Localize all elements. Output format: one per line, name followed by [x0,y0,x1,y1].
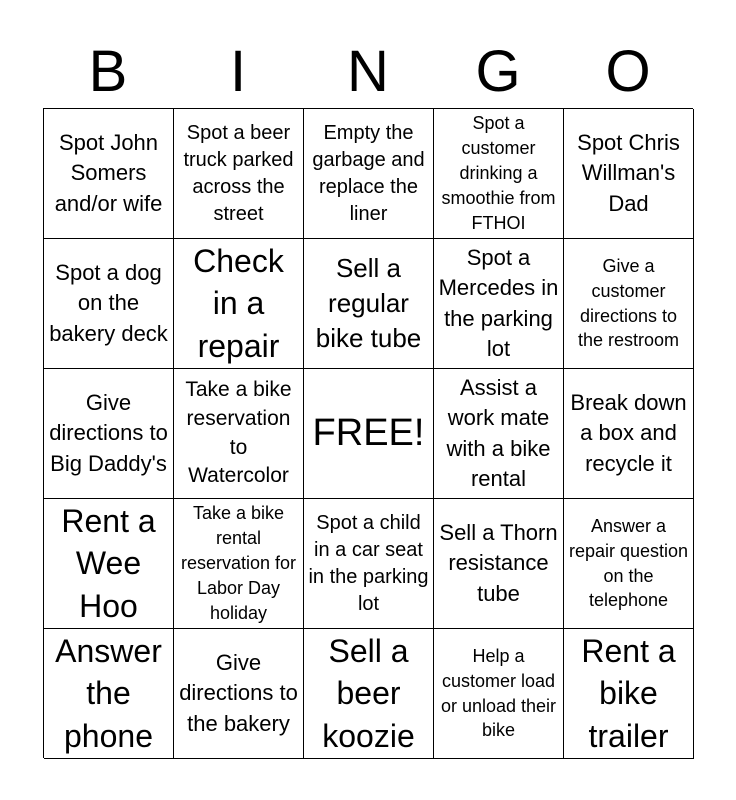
cell-text: Give a customer directions to the restroom [577,255,680,351]
bingo-cell-r2c5[interactable] [564,239,694,369]
header-letter-o: O [605,39,651,104]
bingo-cell-r2c4[interactable] [434,239,564,369]
cell-text: Help a customer load or unload their bike [440,645,557,741]
bingo-cell-r1c4[interactable] [434,109,564,239]
bingo-cell-r2c3[interactable] [304,239,434,369]
cell-text: Take a bike reservation to Watercolor [185,377,292,488]
bingo-cell-r4c5[interactable] [564,499,694,629]
cell-text: Rent a Wee Hoo [61,502,156,624]
header-letter-n: N [347,39,389,104]
bingo-cell-r5c5[interactable] [564,629,694,759]
bingo-cell-r2c2[interactable] [174,239,304,369]
cell-text: Give directions to Big Daddy's [49,389,168,476]
cell-text: Spot John Somers and/or wife [54,129,163,216]
bingo-cell-r3c4[interactable] [434,369,564,499]
bingo-cell-r5c2[interactable] [174,629,304,759]
header-letter-g: G [475,39,521,104]
cell-text: Spot a dog on the bakery deck [49,259,168,346]
cell-text: Sell a regular bike tube [315,252,422,354]
cell-text: Check in a repair [193,242,284,364]
cell-text: Answer the phone [55,632,162,754]
cell-text: Empty the garbage and replace the liner [312,121,425,225]
cell-text: Spot a Mercedes in the parking lot [438,244,559,361]
bingo-cell-r2c1[interactable] [44,239,174,369]
bingo-cell-r3c1[interactable] [44,369,174,499]
cell-text: Give directions to the bakery [179,649,298,736]
bingo-cell-r5c4[interactable] [434,629,564,759]
cell-text: Spot a child in a car seat in the parking lot [308,511,429,615]
cell-text: Assist a work mate with a bike rental [446,374,551,491]
bingo-cell-r5c1[interactable] [44,629,174,759]
bingo-header [43,36,693,108]
cell-text: Sell a beer koozie [322,632,415,754]
cell-text: Sell a Thorn resistance tube [439,519,558,606]
cell-text: Rent a bike trailer [581,632,676,754]
free-space-text: FREE! [312,411,425,454]
cell-text: Break down a box and recycle it [570,389,687,476]
bingo-grid [43,108,693,758]
bingo-cell-r1c1[interactable] [44,109,174,239]
bingo-cell-r1c5[interactable] [564,109,694,239]
bingo-cell-r1c3[interactable] [304,109,434,239]
bingo-cell-r4c3[interactable] [304,499,434,629]
bingo-cell-r3c5[interactable] [564,369,694,499]
bingo-cell-r4c4[interactable] [434,499,564,629]
cell-text: Spot Chris Willman's Dad [577,129,680,216]
bingo-cell-free[interactable] [304,369,434,499]
cell-text: Spot a beer truck parked across the street [183,121,294,225]
cell-text: Answer a repair question on the telephone [568,515,689,611]
bingo-cell-r3c2[interactable] [174,369,304,499]
bingo-cell-r5c3[interactable] [304,629,434,759]
header-letter-i: I [229,39,247,104]
header-letter-b: B [88,39,128,104]
bingo-cell-r4c2[interactable] [174,499,304,629]
cell-text: Take a bike rental reservation for Labor Day holiday [180,503,297,623]
bingo-cell-r4c1[interactable] [44,499,174,629]
cell-text: Spot a customer drinking a smoothie from FTHOI [441,113,556,233]
bingo-cell-r1c2[interactable] [174,109,304,239]
